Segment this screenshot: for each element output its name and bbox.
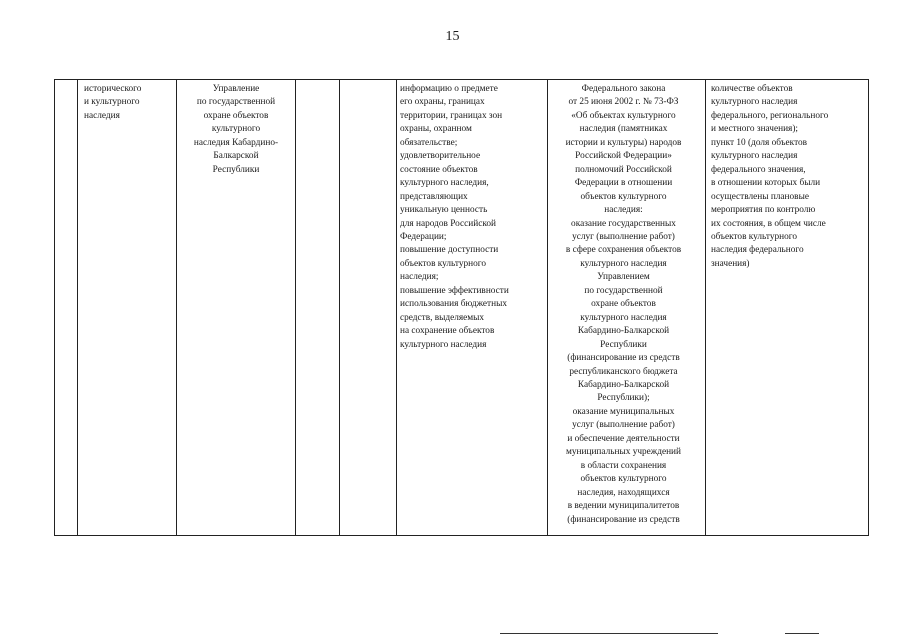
cell-expected-results: информацию о предмете его охраны, границах территории, границах зон охраны, охранном обязательстве; удовлетворительное состояние объектов культурного наследия, представляющих уникальную ценность для народов Российской Федерации; повышение доступности объектов культурного наследия; повышение эффективности использования бюджетных средств, выделяемых на сохранение объектов культурного наследия xyxy=(400,84,509,350)
footer-line xyxy=(785,633,819,634)
column-divider xyxy=(705,80,706,535)
cell-object-type: исторического и культурного наследия xyxy=(84,84,142,121)
program-table xyxy=(54,79,869,536)
column-divider xyxy=(77,80,78,535)
cell-measures: Федерального закона от 25 июня 2002 г. № 73-ФЗ «Об объектах культурного наследия (памятниках истории и культуры) народов Российской Федерации» полномочий Российской Федерации в отношении объектов культурного наследия: оказание государственных услуг (выполнение работ) в сфере сохранения объектов культурного наследия Управлением по государственной охране объектов культурного наследия Кабардино-Балкарской Республики (финансирование из средств республиканского бюджета Кабардино-Балкарской Республики); оказание муниципальных услуг (выполнение работ) и обеспечение деятельности муниципальных учреждений в области сохранения объектов культурного наследия, находящихся в ведении муниципалитетов (финансирование из средств xyxy=(565,84,682,525)
column-divider xyxy=(54,80,55,535)
footer-line xyxy=(500,633,718,634)
column-divider xyxy=(396,80,397,535)
cell-indicators: количестве объектов культурного наследия федерального, регионального и местного значения); пункт 10 (доля объектов культурного наследия федерального значения, в отношении которых были осуществлены плановые мероприятия по контролю их состояния, в общем числе объектов культурного наследия федерального значения) xyxy=(711,84,829,269)
column-divider xyxy=(295,80,296,535)
column-divider xyxy=(339,80,340,535)
cell-responsible-executor: Управление по государственной охране объектов культурного наследия Кабардино- Балкарской Республики xyxy=(193,84,279,175)
column-divider xyxy=(176,80,177,535)
column-divider xyxy=(868,80,869,535)
page-number: 15 xyxy=(445,29,460,44)
